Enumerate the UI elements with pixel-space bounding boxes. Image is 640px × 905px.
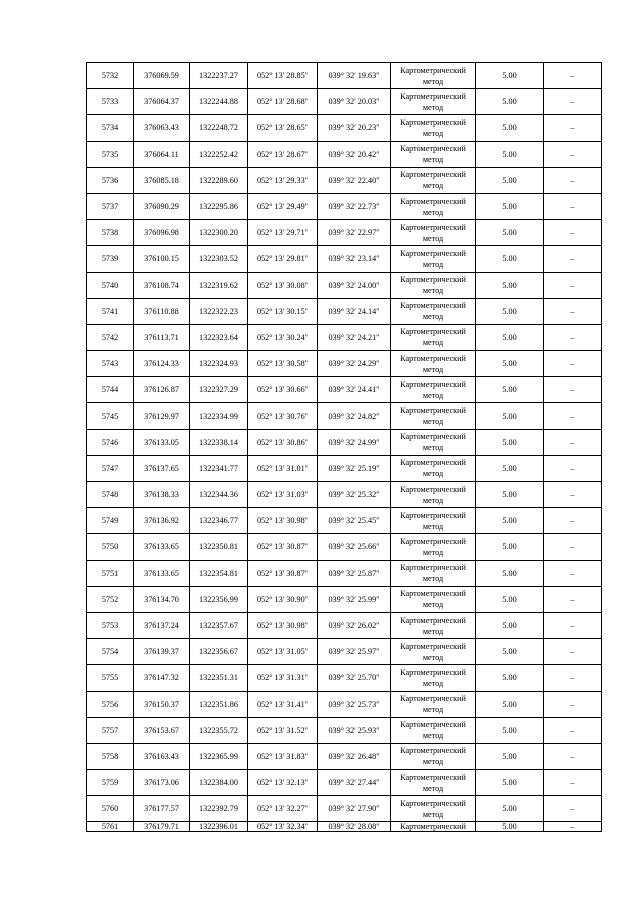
- method-cell: Картометрический метод: [391, 272, 476, 298]
- longitude-cell: 039° 32' 25.93": [318, 717, 391, 743]
- longitude-cell: 039° 32' 28.08": [318, 822, 391, 832]
- longitude-cell: 039° 32' 25.19": [318, 455, 391, 481]
- y-coordinate-cell: 1322341.77: [190, 455, 248, 481]
- point-number-cell: 5757: [87, 717, 134, 743]
- note-cell: –: [544, 351, 602, 377]
- method-cell: Картометрический метод: [391, 665, 476, 691]
- y-coordinate-cell: 1322356.67: [190, 639, 248, 665]
- latitude-cell: 052° 13' 30.76": [248, 403, 318, 429]
- method-cell: Картометрический метод: [391, 743, 476, 769]
- note-cell: –: [544, 167, 602, 193]
- latitude-cell: 052° 13' 31.83": [248, 743, 318, 769]
- method-cell: Картометрический метод: [391, 612, 476, 638]
- method-cell: Картометрический метод: [391, 560, 476, 586]
- longitude-cell: 039° 32' 20.03": [318, 89, 391, 115]
- y-coordinate-cell: 1322244.88: [190, 89, 248, 115]
- note-cell: –: [544, 612, 602, 638]
- accuracy-cell: 5.00: [476, 429, 544, 455]
- latitude-cell: 052° 13' 31.05": [248, 639, 318, 665]
- latitude-cell: 052° 13' 29.33": [248, 167, 318, 193]
- y-coordinate-cell: 1322346.77: [190, 508, 248, 534]
- y-coordinate-cell: 1322351.31: [190, 665, 248, 691]
- y-coordinate-cell: 1322365.99: [190, 743, 248, 769]
- y-coordinate-cell: 1322323.64: [190, 324, 248, 350]
- latitude-cell: 052° 13' 30.86": [248, 429, 318, 455]
- accuracy-cell: 5.00: [476, 298, 544, 324]
- longitude-cell: 039° 32' 26.02": [318, 612, 391, 638]
- method-cell: Картометрический метод: [391, 220, 476, 246]
- method-cell: Картометрический метод: [391, 246, 476, 272]
- accuracy-cell: 5.00: [476, 193, 544, 219]
- x-coordinate-cell: 376177.57: [134, 796, 190, 822]
- y-coordinate-cell: 1322354.81: [190, 560, 248, 586]
- latitude-cell: 052° 13' 31.03": [248, 482, 318, 508]
- note-cell: –: [544, 403, 602, 429]
- latitude-cell: 052° 13' 28.68": [248, 89, 318, 115]
- latitude-cell: 052° 13' 30.98": [248, 508, 318, 534]
- latitude-cell: 052° 13' 32.13": [248, 770, 318, 796]
- y-coordinate-cell: 1322334.99: [190, 403, 248, 429]
- latitude-cell: 052° 13' 31.41": [248, 691, 318, 717]
- point-number-cell: 5737: [87, 193, 134, 219]
- x-coordinate-cell: 376133.05: [134, 429, 190, 455]
- longitude-cell: 039° 32' 24.14": [318, 298, 391, 324]
- note-cell: –: [544, 770, 602, 796]
- note-cell: –: [544, 534, 602, 560]
- method-cell: Картометрический метод: [391, 167, 476, 193]
- table-row: [87, 796, 602, 822]
- x-coordinate-cell: 376069.59: [134, 63, 190, 89]
- longitude-cell: 039° 32' 22.97": [318, 220, 391, 246]
- method-cell: Картометрический метод: [391, 63, 476, 89]
- latitude-cell: 052° 13' 30.90": [248, 586, 318, 612]
- longitude-cell: 039° 32' 24.21": [318, 324, 391, 350]
- x-coordinate-cell: 376090.29: [134, 193, 190, 219]
- accuracy-cell: 5.00: [476, 482, 544, 508]
- coordinates-table-body: [87, 63, 602, 832]
- x-coordinate-cell: 376110.88: [134, 298, 190, 324]
- x-coordinate-cell: 376126.87: [134, 377, 190, 403]
- note-cell: –: [544, 141, 602, 167]
- y-coordinate-cell: 1322327.29: [190, 377, 248, 403]
- accuracy-cell: 5.00: [476, 639, 544, 665]
- table-row: [87, 167, 602, 193]
- table-row: [87, 508, 602, 534]
- point-number-cell: 5739: [87, 246, 134, 272]
- accuracy-cell: 5.00: [476, 455, 544, 481]
- x-coordinate-cell: 376179.71: [134, 822, 190, 832]
- x-coordinate-cell: 376147.32: [134, 665, 190, 691]
- method-cell: Картометрический: [391, 822, 476, 832]
- table-row: [87, 586, 602, 612]
- longitude-cell: 039° 32' 25.70": [318, 665, 391, 691]
- note-cell: –: [544, 560, 602, 586]
- longitude-cell: 039° 32' 24.99": [318, 429, 391, 455]
- accuracy-cell: 5.00: [476, 665, 544, 691]
- accuracy-cell: 5.00: [476, 272, 544, 298]
- longitude-cell: 039° 32' 24.00": [318, 272, 391, 298]
- note-cell: –: [544, 717, 602, 743]
- method-cell: Картометрический метод: [391, 351, 476, 377]
- method-cell: Картометрический метод: [391, 89, 476, 115]
- accuracy-cell: 5.00: [476, 246, 544, 272]
- note-cell: –: [544, 508, 602, 534]
- point-number-cell: 5746: [87, 429, 134, 455]
- y-coordinate-cell: 1322357.67: [190, 612, 248, 638]
- accuracy-cell: 5.00: [476, 351, 544, 377]
- y-coordinate-cell: 1322300.20: [190, 220, 248, 246]
- table-row: [87, 743, 602, 769]
- note-cell: –: [544, 482, 602, 508]
- latitude-cell: 052° 13' 31.01": [248, 455, 318, 481]
- latitude-cell: 052° 13' 28.85": [248, 63, 318, 89]
- latitude-cell: 052° 13' 28.67": [248, 141, 318, 167]
- accuracy-cell: 5.00: [476, 796, 544, 822]
- point-number-cell: 5749: [87, 508, 134, 534]
- y-coordinate-cell: 1322355.72: [190, 717, 248, 743]
- point-number-cell: 5742: [87, 324, 134, 350]
- x-coordinate-cell: 376100.15: [134, 246, 190, 272]
- note-cell: –: [544, 743, 602, 769]
- table-row: [87, 193, 602, 219]
- longitude-cell: 039° 32' 27.90": [318, 796, 391, 822]
- method-cell: Картометрический метод: [391, 639, 476, 665]
- table-row: [87, 482, 602, 508]
- table-row: [87, 115, 602, 141]
- point-number-cell: 5747: [87, 455, 134, 481]
- x-coordinate-cell: 376133.65: [134, 560, 190, 586]
- table-row: [87, 220, 602, 246]
- latitude-cell: 052° 13' 32.34": [248, 822, 318, 832]
- table-row: [87, 612, 602, 638]
- x-coordinate-cell: 376137.24: [134, 612, 190, 638]
- latitude-cell: 052° 13' 30.87": [248, 560, 318, 586]
- longitude-cell: 039° 32' 25.99": [318, 586, 391, 612]
- table-row: [87, 89, 602, 115]
- accuracy-cell: 5.00: [476, 167, 544, 193]
- point-number-cell: 5745: [87, 403, 134, 429]
- longitude-cell: 039° 32' 19.63": [318, 63, 391, 89]
- table-row: [87, 141, 602, 167]
- longitude-cell: 039° 32' 25.87": [318, 560, 391, 586]
- y-coordinate-cell: 1322248.72: [190, 115, 248, 141]
- accuracy-cell: 5.00: [476, 89, 544, 115]
- point-number-cell: 5752: [87, 586, 134, 612]
- accuracy-cell: 5.00: [476, 612, 544, 638]
- y-coordinate-cell: 1322324.93: [190, 351, 248, 377]
- table-row: [87, 403, 602, 429]
- accuracy-cell: 5.00: [476, 586, 544, 612]
- longitude-cell: 039° 32' 22.40": [318, 167, 391, 193]
- note-cell: –: [544, 455, 602, 481]
- accuracy-cell: 5.00: [476, 770, 544, 796]
- method-cell: Картометрический метод: [391, 455, 476, 481]
- latitude-cell: 052° 13' 29.49": [248, 193, 318, 219]
- table-row: [87, 560, 602, 586]
- table-row: [87, 298, 602, 324]
- note-cell: –: [544, 429, 602, 455]
- note-cell: –: [544, 377, 602, 403]
- point-number-cell: 5740: [87, 272, 134, 298]
- accuracy-cell: 5.00: [476, 63, 544, 89]
- accuracy-cell: 5.00: [476, 220, 544, 246]
- accuracy-cell: 5.00: [476, 403, 544, 429]
- x-coordinate-cell: 376064.37: [134, 89, 190, 115]
- latitude-cell: 052° 13' 32.27": [248, 796, 318, 822]
- note-cell: –: [544, 586, 602, 612]
- point-number-cell: 5751: [87, 560, 134, 586]
- table-row: [87, 665, 602, 691]
- latitude-cell: 052° 13' 31.31": [248, 665, 318, 691]
- table-row: [87, 272, 602, 298]
- table-row: [87, 63, 602, 89]
- method-cell: Картометрический метод: [391, 141, 476, 167]
- note-cell: –: [544, 220, 602, 246]
- x-coordinate-cell: 376133.65: [134, 534, 190, 560]
- x-coordinate-cell: 376129.97: [134, 403, 190, 429]
- point-number-cell: 5754: [87, 639, 134, 665]
- point-number-cell: 5756: [87, 691, 134, 717]
- accuracy-cell: 5.00: [476, 534, 544, 560]
- note-cell: –: [544, 115, 602, 141]
- y-coordinate-cell: 1322289.60: [190, 167, 248, 193]
- point-number-cell: 5733: [87, 89, 134, 115]
- latitude-cell: 052° 13' 30.58": [248, 351, 318, 377]
- longitude-cell: 039° 32' 24.29": [318, 351, 391, 377]
- accuracy-cell: 5.00: [476, 377, 544, 403]
- note-cell: –: [544, 193, 602, 219]
- table-row: [87, 770, 602, 796]
- point-number-cell: 5761: [87, 822, 134, 832]
- point-number-cell: 5750: [87, 534, 134, 560]
- x-coordinate-cell: 376153.67: [134, 717, 190, 743]
- accuracy-cell: 5.00: [476, 691, 544, 717]
- method-cell: Картометрический метод: [391, 796, 476, 822]
- method-cell: Картометрический метод: [391, 717, 476, 743]
- y-coordinate-cell: 1322356.99: [190, 586, 248, 612]
- y-coordinate-cell: 1322351.86: [190, 691, 248, 717]
- longitude-cell: 039° 32' 20.42": [318, 141, 391, 167]
- longitude-cell: 039° 32' 27.44": [318, 770, 391, 796]
- longitude-cell: 039° 32' 25.97": [318, 639, 391, 665]
- longitude-cell: 039° 32' 25.66": [318, 534, 391, 560]
- method-cell: Картометрический метод: [391, 324, 476, 350]
- point-number-cell: 5760: [87, 796, 134, 822]
- longitude-cell: 039° 32' 25.45": [318, 508, 391, 534]
- accuracy-cell: 5.00: [476, 115, 544, 141]
- latitude-cell: 052° 13' 30.87": [248, 534, 318, 560]
- note-cell: –: [544, 324, 602, 350]
- table-row: [87, 455, 602, 481]
- method-cell: Картометрический метод: [391, 403, 476, 429]
- longitude-cell: 039° 32' 25.73": [318, 691, 391, 717]
- accuracy-cell: 5.00: [476, 822, 544, 832]
- method-cell: Картометрический метод: [391, 482, 476, 508]
- note-cell: –: [544, 89, 602, 115]
- point-number-cell: 5736: [87, 167, 134, 193]
- note-cell: –: [544, 665, 602, 691]
- longitude-cell: 039° 32' 22.73": [318, 193, 391, 219]
- method-cell: Картометрический метод: [391, 193, 476, 219]
- x-coordinate-cell: 376139.37: [134, 639, 190, 665]
- x-coordinate-cell: 376124.33: [134, 351, 190, 377]
- x-coordinate-cell: 376064.11: [134, 141, 190, 167]
- point-number-cell: 5755: [87, 665, 134, 691]
- method-cell: Картометрический метод: [391, 429, 476, 455]
- longitude-cell: 039° 32' 25.32": [318, 482, 391, 508]
- y-coordinate-cell: 1322338.14: [190, 429, 248, 455]
- accuracy-cell: 5.00: [476, 743, 544, 769]
- table-row: [87, 639, 602, 665]
- note-cell: –: [544, 298, 602, 324]
- longitude-cell: 039° 32' 24.41": [318, 377, 391, 403]
- method-cell: Картометрический метод: [391, 586, 476, 612]
- note-cell: –: [544, 691, 602, 717]
- y-coordinate-cell: 1322295.86: [190, 193, 248, 219]
- latitude-cell: 052° 13' 30.15": [248, 298, 318, 324]
- note-cell: –: [544, 246, 602, 272]
- x-coordinate-cell: 376137.65: [134, 455, 190, 481]
- table-row: [87, 377, 602, 403]
- y-coordinate-cell: 1322396.01: [190, 822, 248, 832]
- point-number-cell: 5743: [87, 351, 134, 377]
- point-number-cell: 5741: [87, 298, 134, 324]
- x-coordinate-cell: 376063.43: [134, 115, 190, 141]
- latitude-cell: 052° 13' 30.98": [248, 612, 318, 638]
- longitude-cell: 039° 32' 26.48": [318, 743, 391, 769]
- x-coordinate-cell: 376138.33: [134, 482, 190, 508]
- method-cell: Картометрический метод: [391, 115, 476, 141]
- y-coordinate-cell: 1322322.23: [190, 298, 248, 324]
- table-row: [87, 324, 602, 350]
- x-coordinate-cell: 376113.71: [134, 324, 190, 350]
- y-coordinate-cell: 1322303.52: [190, 246, 248, 272]
- point-number-cell: 5734: [87, 115, 134, 141]
- longitude-cell: 039° 32' 23.14": [318, 246, 391, 272]
- method-cell: Картометрический метод: [391, 508, 476, 534]
- point-number-cell: 5758: [87, 743, 134, 769]
- latitude-cell: 052° 13' 30.24": [248, 324, 318, 350]
- accuracy-cell: 5.00: [476, 508, 544, 534]
- accuracy-cell: 5.00: [476, 141, 544, 167]
- note-cell: –: [544, 63, 602, 89]
- latitude-cell: 052° 13' 30.08": [248, 272, 318, 298]
- x-coordinate-cell: 376163.43: [134, 743, 190, 769]
- note-cell: –: [544, 639, 602, 665]
- y-coordinate-cell: 1322350.81: [190, 534, 248, 560]
- method-cell: Картометрический метод: [391, 691, 476, 717]
- x-coordinate-cell: 376150.37: [134, 691, 190, 717]
- y-coordinate-cell: 1322319.62: [190, 272, 248, 298]
- note-cell: –: [544, 272, 602, 298]
- table-row: [87, 351, 602, 377]
- accuracy-cell: 5.00: [476, 560, 544, 586]
- method-cell: Картометрический метод: [391, 534, 476, 560]
- x-coordinate-cell: 376173.06: [134, 770, 190, 796]
- latitude-cell: 052° 13' 29.71": [248, 220, 318, 246]
- y-coordinate-cell: 1322384.00: [190, 770, 248, 796]
- y-coordinate-cell: 1322392.79: [190, 796, 248, 822]
- point-number-cell: 5732: [87, 63, 134, 89]
- longitude-cell: 039° 32' 24.82": [318, 403, 391, 429]
- x-coordinate-cell: 376085.18: [134, 167, 190, 193]
- x-coordinate-cell: 376096.98: [134, 220, 190, 246]
- accuracy-cell: 5.00: [476, 324, 544, 350]
- point-number-cell: 5759: [87, 770, 134, 796]
- table-row: [87, 691, 602, 717]
- method-cell: Картометрический метод: [391, 298, 476, 324]
- point-number-cell: 5744: [87, 377, 134, 403]
- table-row: [87, 246, 602, 272]
- longitude-cell: 039° 32' 20.23": [318, 115, 391, 141]
- y-coordinate-cell: 1322344.36: [190, 482, 248, 508]
- latitude-cell: 052° 13' 31.52": [248, 717, 318, 743]
- table-row: [87, 534, 602, 560]
- note-cell: –: [544, 796, 602, 822]
- x-coordinate-cell: 376134.70: [134, 586, 190, 612]
- y-coordinate-cell: 1322237.27: [190, 63, 248, 89]
- y-coordinate-cell: 1322252.42: [190, 141, 248, 167]
- table-row: [87, 429, 602, 455]
- latitude-cell: 052° 13' 29.81": [248, 246, 318, 272]
- accuracy-cell: 5.00: [476, 717, 544, 743]
- point-number-cell: 5753: [87, 612, 134, 638]
- point-number-cell: 5738: [87, 220, 134, 246]
- latitude-cell: 052° 13' 28.65": [248, 115, 318, 141]
- method-cell: Картометрический метод: [391, 377, 476, 403]
- x-coordinate-cell: 376108.74: [134, 272, 190, 298]
- note-cell: –: [544, 822, 602, 832]
- point-number-cell: 5748: [87, 482, 134, 508]
- method-cell: Картометрический метод: [391, 770, 476, 796]
- table-row: [87, 717, 602, 743]
- point-number-cell: 5735: [87, 141, 134, 167]
- table-row: [87, 822, 602, 832]
- x-coordinate-cell: 376136.92: [134, 508, 190, 534]
- coordinates-table: [86, 62, 602, 832]
- latitude-cell: 052° 13' 30.66": [248, 377, 318, 403]
